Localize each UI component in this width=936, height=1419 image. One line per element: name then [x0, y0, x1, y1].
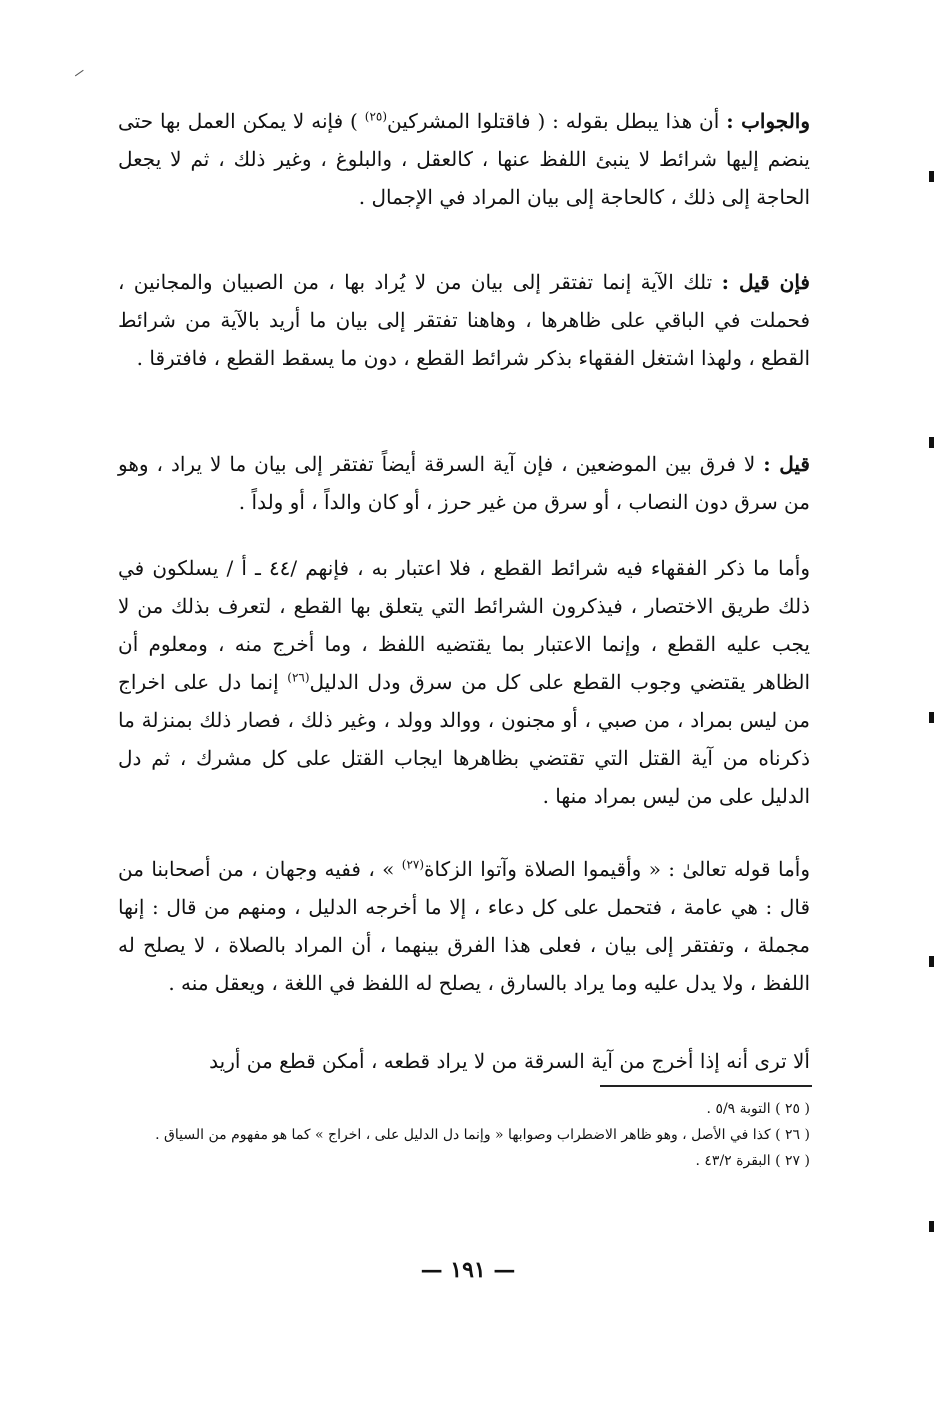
paragraph-prayer-verse: [118, 850, 810, 1002]
paragraph-reply: [118, 445, 810, 521]
footnote-ref: (٢٧): [401, 857, 425, 872]
paragraph-jurists: [118, 549, 810, 815]
margin-mark: [929, 171, 934, 182]
footnote-25: ( ٢٥ ) التوبة ٥/٩ .: [706, 1101, 810, 1117]
paragraph-lead: قيل :: [763, 452, 810, 476]
paragraph-text: لا فرق بين الموضعين ، فإن آية السرقة أيضاً تفتقر إلى بيان ما لا يراد ، وهو من سرق دون النصاب ، أو سرق من غير حرز ، أو كان والداً ، أو ولداً .: [118, 452, 810, 514]
paragraph-lead: والجواب :: [726, 109, 811, 133]
footnote-27: ( ٢٧ ) البقرة ٤٣/٢ .: [695, 1153, 810, 1169]
paragraph-text: » ، ففيه وجهان ، من أصحابنا من قال : هي عامة ، فتحمل على كل دعاء ، إلا ما أخرجه الدليل ، ومنهم من قال : إنها مجملة ، وتفتقر إلى بيان ، فعلى هذا الفرق بينهما ، أن المراد بالصلاة ، لا يصلح له اللفظ ، ولا يدل عليه وما يراد بالسارق ، يصلح له اللفظ في اللغة ، ويعقل منه .: [118, 857, 810, 995]
paragraph-text: أن هذا يبطل بقوله : ( فاقتلوا المشركين: [387, 109, 727, 133]
footnote-divider: [600, 1085, 812, 1087]
paragraph-text: وأما قوله تعالىٰ : « وأقيموا الصلاة وآتوا الزكاة: [424, 857, 810, 881]
paragraph-text: وأما ما ذكر الفقهاء فيه شرائط القطع ، فلا اعتبار به ، فإنهم /٤٤ ـ أ / يسلكون في ذلك طريق الاختصار ، فيذكرون الشرائط التي يتعلق بها القطع ، لتعرف بذلك من لا يجب عليه القطع ، وإنما الاعتبار بما يقتضيه اللفظ ، وما أخرج منه ، ومعلوم أن الظاهر يقتضي وجوب القطع على كل من سرق ودل الدليل: [118, 556, 811, 694]
paragraph-text: ألا ترى أنه إذا أخرج من آية السرقة من لا يراد قطعه ، أمكن قطع من أريد: [209, 1049, 810, 1073]
paragraph-lead: فإن قيل :: [721, 270, 810, 294]
footnote-26: ( ٢٦ ) كذا في الأصل ، وهو ظاهر الاضطراب وصوابها « وإنما دل الدليل على ، اخراج » كما هو مفهوم من السياق .: [155, 1127, 810, 1143]
paragraph-objection: [118, 263, 810, 377]
paragraph-continuation: [118, 1042, 810, 1080]
margin-mark: [929, 712, 934, 723]
margin-mark: [929, 1221, 934, 1232]
scan-mark: [75, 70, 87, 81]
margin-mark: [929, 956, 934, 967]
footnote-ref: (٢٦): [287, 670, 310, 685]
paragraph-text: ) فإنه لا يمكن العمل بها حتى ينضم إليها شرائط لا ينبئ اللفظ عنها ، كالعقل ، والبلوغ ، وغير ذلك ، ثم لا يجعل الحاجة إلى ذلك ، كالحاجة إلى بيان المراد في الإجمال .: [118, 109, 810, 209]
paragraph-answer: [118, 102, 810, 216]
footnotes: [118, 1096, 810, 1174]
paragraph-text: إنما دل على اخراج من ليس بمراد ، من صبي ، أو مجنون ، ووالد وولد ، وغير ذلك ، فصار ذلك بمنزلة ما ذكرناه من آية القتل التي تقتضي بظاهرها ايجاب القتل على كل مشرك ، ثم دل الدليل على من ليس بمراد منها .: [118, 670, 810, 808]
margin-mark: [929, 437, 934, 448]
footnote-ref: (٢٥): [364, 109, 388, 124]
paragraph-text: تلك الآية إنما تفتقر إلى بيان من لا يُراد بها ، من الصبيان والمجانين ، فحملت في الباقي على ظاهرها ، وهاهنا تفتقر إلى بيان ما أريد بالآية من شرائط القطع ، ولهذا اشتغل الفقهاء بذكر شرائط القطع ، دون ما يسقط القطع ، فافترقا .: [118, 270, 810, 370]
page-number: — ١٩١ —: [420, 1257, 516, 1283]
